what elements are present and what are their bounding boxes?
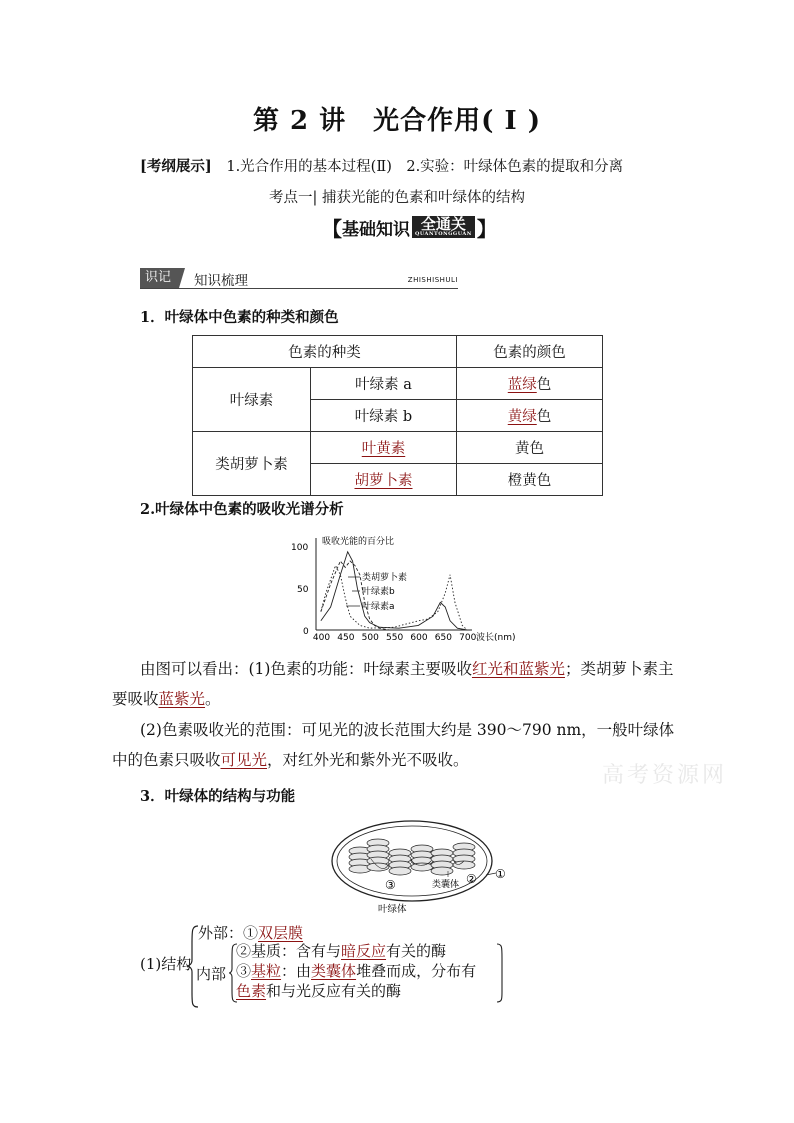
grana-number: ③ — [236, 962, 252, 980]
banner-badge — [412, 216, 475, 238]
x-tick-700: 700 — [459, 633, 477, 643]
absorption-chart — [290, 530, 530, 645]
y-tick-50: 50 — [297, 585, 309, 595]
section-tag: 识记 — [140, 268, 179, 288]
label-2: ② — [466, 872, 477, 886]
group-carotenoid: 类胡萝卜素 — [193, 432, 311, 496]
grana-text-b: ：由 — [281, 962, 312, 980]
granum-6 — [453, 843, 475, 869]
outline-items: 1.光合作用的基本过程(Ⅱ) 2.实验：叶绿体色素的提取和分离 — [226, 159, 624, 175]
legend-chl-a: 叶绿素a — [362, 602, 395, 612]
pigment-table — [192, 335, 603, 496]
p1-text-a: 由图可以看出：(1)色素的功能：叶绿素主要吸收 — [140, 660, 472, 678]
brace-close — [496, 942, 506, 1004]
grana-text-c: 堆叠而成，分布有 — [356, 962, 477, 980]
answer-xanthophyll: 叶黄素 — [361, 441, 406, 457]
pigment-text: 和与光反应有关的酶 — [266, 982, 402, 1000]
y-tick-0: 0 — [303, 627, 309, 637]
legend-carotenoid: 类胡萝卜素 — [362, 573, 408, 583]
answer-double-membrane: 双层膜 — [258, 924, 304, 942]
header-type: 色素的种类 — [193, 336, 457, 368]
outline-tag: [考纲展示] — [140, 158, 212, 175]
badge-text: 全通关 — [420, 215, 466, 233]
group-chlorophyll: 叶绿素 — [193, 368, 311, 432]
structure-inner: 内部 — [196, 965, 227, 983]
granum-5 — [431, 849, 453, 875]
banner-bracket-left: 【 — [322, 216, 342, 241]
granum-4 — [411, 845, 433, 871]
page-title: 第 2 讲 光合作用( Ⅰ ) — [252, 106, 542, 136]
heading-2: 2.叶绿体中色素的吸收光谱分析 — [140, 501, 344, 518]
structure-inner-details — [236, 941, 506, 1001]
answer-blue-green: 蓝绿 — [507, 377, 537, 393]
diagram-caption: 叶绿体 — [378, 904, 407, 915]
xanthophyll-color: 黄色 — [457, 432, 603, 464]
banner-bracket-right: 】 — [476, 216, 497, 241]
answer-bluepurple: 蓝紫光 — [158, 690, 206, 708]
section-banner — [322, 213, 497, 241]
topic-heading: 考点一| 捕获光能的色素和叶绿体的结构 — [269, 190, 525, 206]
p1-text-b: ；类胡萝卜素主要吸收 — [112, 660, 674, 708]
answer-grana: 基粒 — [251, 962, 282, 980]
label-1: ① — [495, 867, 506, 881]
answer-thylakoid: 类囊体 — [311, 962, 357, 980]
outer-label: 外部：① — [198, 924, 259, 942]
chl-a-color — [457, 368, 603, 400]
chloroplast-diagram — [330, 815, 520, 915]
answer-carotene: 胡萝卜素 — [354, 473, 413, 489]
answer-visible-light: 可见光 — [220, 751, 268, 769]
answer-pigment: 色素 — [236, 982, 267, 1000]
x-axis-label: 波长(nm) — [476, 633, 516, 643]
carotene-color: 橙黄色 — [457, 464, 603, 496]
answer-dark-reaction: 暗反应 — [341, 942, 387, 960]
structure-outer — [198, 922, 303, 943]
x-tick-600: 600 — [410, 633, 428, 643]
x-tick-500: 500 — [361, 633, 379, 643]
y-tick-100: 100 — [291, 543, 309, 553]
legend-chl-b: 叶绿素b — [362, 587, 395, 597]
color-suffix: 色 — [536, 409, 552, 425]
section-label: 知识梳理 — [194, 273, 248, 289]
heading-1: 1．叶绿体中色素的种类和颜色 — [140, 309, 339, 326]
y-axis-label: 吸收光能的百分比 — [322, 537, 395, 547]
exam-outline — [140, 155, 623, 176]
p2-text-a: (2)色素吸收光的范围：可见光的波长范围大约是 390～790 nm，一般叶绿体中的色素只吸收 — [112, 721, 675, 769]
pigment-line — [236, 981, 506, 1001]
banner-text: 基础知识 — [342, 219, 410, 240]
p1-text-c: 。 — [205, 690, 221, 708]
chl-b-color — [457, 400, 603, 432]
header-color: 色素的颜色 — [457, 336, 603, 368]
x-tick-650: 650 — [434, 633, 452, 643]
chl-a: 叶绿素 a — [311, 368, 457, 400]
xanthophyll — [311, 432, 457, 464]
label-3: ③ — [385, 878, 396, 892]
paragraph-function — [112, 654, 684, 714]
chl-b: 叶绿素 b — [311, 400, 457, 432]
answer-yellow-green: 黄绿 — [507, 409, 537, 425]
grana-line — [236, 961, 506, 981]
stroma-text-a: ②基质：含有与 — [236, 942, 342, 960]
x-tick-450: 450 — [337, 633, 355, 643]
knowledge-section-header — [140, 268, 458, 289]
p2-text-b: ，对红外光和紫外光不吸收。 — [267, 751, 469, 769]
x-tick-400: 400 — [312, 633, 331, 643]
stroma-text-b: 有关的酶 — [386, 942, 447, 960]
color-suffix: 色 — [536, 377, 552, 393]
structure-head: (1)结构 — [140, 955, 192, 973]
heading-3: 3．叶绿体的结构与功能 — [140, 788, 296, 805]
granum-3 — [389, 849, 411, 875]
badge-pinyin: QUANTONGGUAN — [415, 231, 472, 237]
watermark: 高考资源网 — [602, 763, 728, 788]
section-pinyin: ZHISHISHULI — [407, 276, 458, 284]
x-tick-550: 550 — [386, 633, 404, 643]
x-ticks — [313, 633, 477, 643]
label-thylakoid: 类囊体 — [432, 880, 460, 890]
carotene — [311, 464, 457, 496]
stroma-line — [236, 941, 506, 961]
paragraph-range — [112, 715, 684, 775]
answer-red-bluepurple: 红光和蓝紫光 — [471, 660, 565, 678]
grana — [349, 839, 475, 875]
